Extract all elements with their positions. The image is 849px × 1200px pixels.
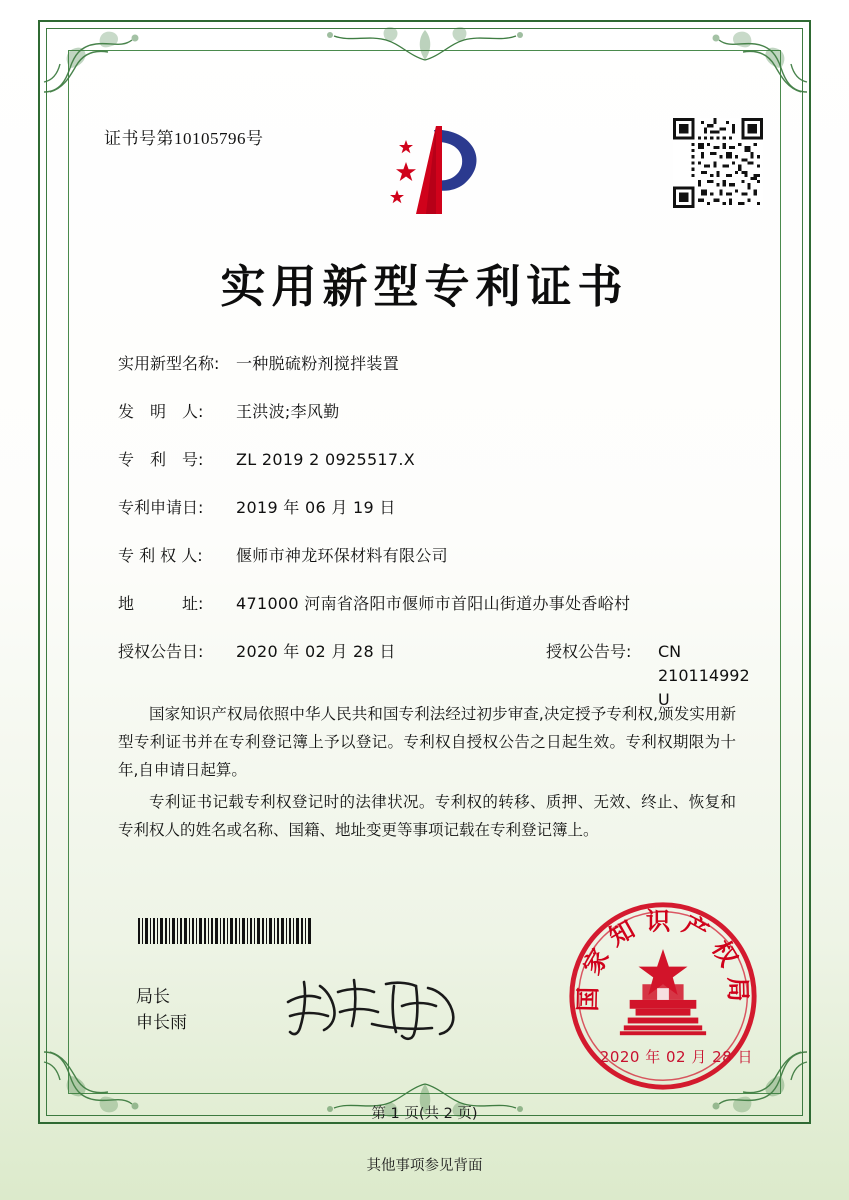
page-number: 第 1 页(共 2 页)	[371, 1106, 478, 1122]
field-label: 地 址:	[118, 594, 204, 613]
field-row-inventor	[118, 400, 738, 424]
qr-code-icon	[673, 118, 763, 208]
corner-ornament-icon	[695, 22, 811, 96]
field-label: 专利申请日:	[118, 498, 204, 517]
barcode-icon	[138, 918, 312, 944]
signature-block	[136, 984, 187, 1036]
director-name: 申长雨	[136, 1013, 187, 1033]
handwritten-signature-icon	[276, 968, 466, 1046]
corner-ornament-icon	[40, 22, 156, 96]
field-label: 专 利 权 人:	[118, 546, 203, 565]
top-ornament-icon	[260, 16, 590, 62]
cnipa-logo-icon	[372, 118, 502, 228]
field-list	[118, 352, 750, 736]
field-value-grant-date: 2020 年 02 月 28 日	[236, 642, 396, 661]
field-value: 471000 河南省洛阳市偃师市首阳山街道办事处香峪村	[236, 594, 631, 613]
legal-paragraph-2: 专利证书记载专利权登记时的法律状况。专利权的转移、质押、无效、终止、恢复和专利权人的姓名或名称、国籍、地址变更等事项记载在专利登记簿上。	[118, 793, 736, 839]
field-row-patentee	[118, 544, 738, 568]
field-row-application-date	[118, 496, 738, 520]
field-value-grant-number: CN 210114992 U	[658, 642, 750, 709]
seal-date: 2020 年 02 月 28 日	[599, 1048, 753, 1066]
field-label: 实用新型名称:	[118, 354, 220, 373]
field-label: 专 利 号:	[118, 450, 204, 469]
seal-text: 国家知识产权局	[572, 906, 754, 1012]
field-value: 王洪波;李风勤	[236, 402, 340, 421]
field-value: 偃师市神龙环保材料有限公司	[236, 546, 448, 565]
field-value: ZL 2019 2 0925517.X	[236, 450, 416, 469]
field-row-address	[118, 592, 738, 616]
footnote: 其他事项参见背面	[366, 1158, 483, 1174]
certificate-number: 证书号第10105796号	[104, 129, 264, 148]
legal-text-block	[118, 700, 736, 848]
field-label-grant-number: 授权公告号:	[546, 642, 632, 661]
field-row-patent-number	[118, 448, 738, 472]
field-value: 一种脱硫粉剂搅拌装置	[236, 354, 400, 373]
field-row-utility-model-name	[118, 352, 738, 376]
field-value: 2019 年 06 月 19 日	[236, 498, 396, 517]
director-title: 局长	[136, 987, 170, 1007]
field-label-grant-date: 授权公告日:	[118, 642, 204, 661]
field-label: 发 明 人:	[118, 402, 204, 421]
legal-paragraph-1: 国家知识产权局依照中华人民共和国专利法经过初步审查,决定授予专利权,颁发实用新型专利证书并在专利登记簿上予以登记。专利权自授权公告之日起生效。专利权期限为十年,自申请日起算。	[118, 705, 736, 779]
page-title: 实用新型专利证书	[220, 260, 629, 313]
